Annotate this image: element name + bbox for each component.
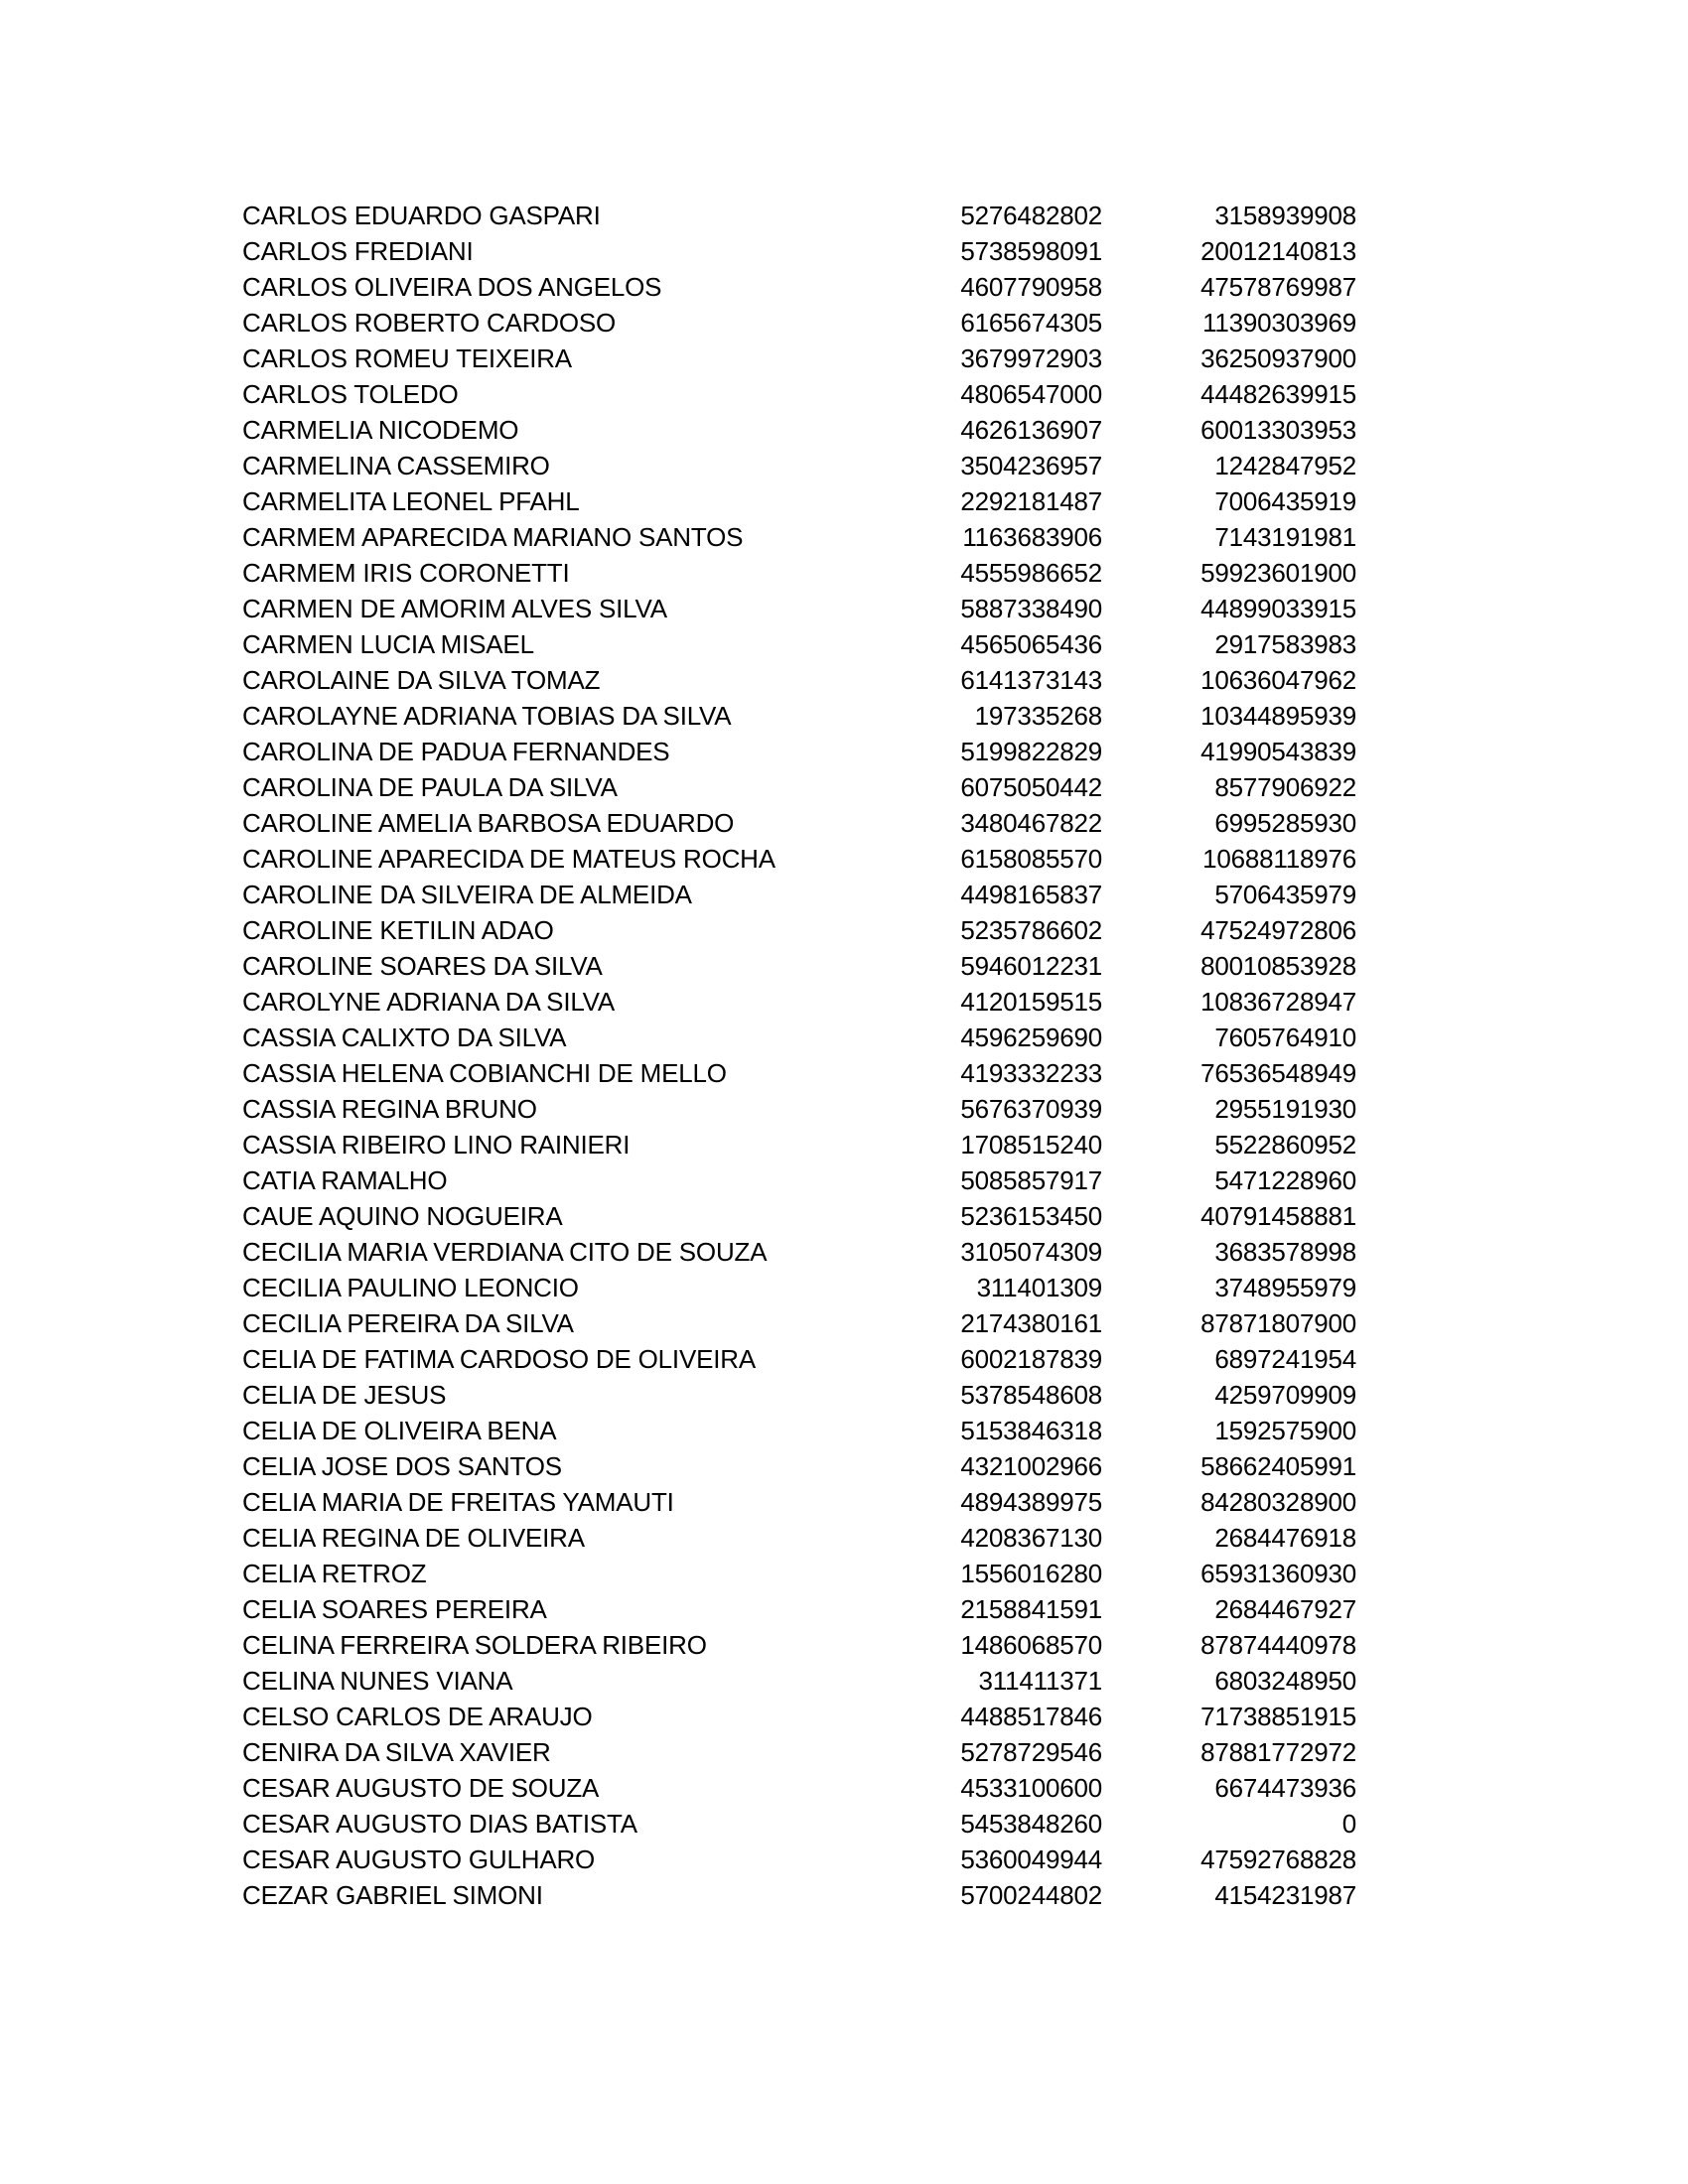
number-column-1: 6002187839 <box>960 1343 1102 1374</box>
table-row <box>242 555 1356 591</box>
table-row <box>242 805 1356 841</box>
person-name: CELINA FERREIRA SOLDERA RIBEIRO <box>242 1629 707 1660</box>
number-column-2: 5471228960 <box>1214 1164 1356 1195</box>
person-name: CESAR AUGUSTO DE SOUZA <box>242 1772 600 1803</box>
person-name: CAROLINE KETILIN ADAO <box>242 914 554 945</box>
person-name: CARLOS OLIVEIRA DOS ANGELOS <box>242 271 662 302</box>
number-column-1: 5738598091 <box>960 235 1102 266</box>
table-row <box>242 1413 1356 1448</box>
person-name: CASSIA REGINA BRUNO <box>242 1093 537 1124</box>
table-row <box>242 1877 1356 1913</box>
person-name: CARMELITA LEONEL PFAHL <box>242 485 580 516</box>
number-column-2: 3158939908 <box>1214 200 1356 230</box>
number-column-1: 5153846318 <box>960 1415 1102 1445</box>
number-column-1: 3679972903 <box>960 342 1102 373</box>
table-row <box>242 1377 1356 1413</box>
person-name: CARMELINA CASSEMIRO <box>242 450 550 480</box>
person-name: CAROLAINE DA SILVA TOMAZ <box>242 664 601 695</box>
person-name: CAROLINE APARECIDA DE MATEUS ROCHA <box>242 843 775 874</box>
number-column-1: 5887338490 <box>960 593 1102 623</box>
table-row <box>242 841 1356 877</box>
person-name: CARLOS EDUARDO GASPARI <box>242 200 601 230</box>
table-row <box>242 1627 1356 1663</box>
person-name: CELSO CARLOS DE ARAUJO <box>242 1701 593 1731</box>
table-row <box>242 1055 1356 1091</box>
table-row <box>242 1127 1356 1162</box>
table-row <box>242 269 1356 305</box>
table-row <box>242 1842 1356 1877</box>
number-column-2: 10344895939 <box>1200 700 1356 731</box>
person-name: CAUE AQUINO NOGUEIRA <box>242 1200 563 1231</box>
table-row <box>242 1699 1356 1734</box>
person-name: CELINA NUNES VIANA <box>242 1665 513 1696</box>
number-column-1: 4498165837 <box>960 879 1102 909</box>
number-column-2: 44482639915 <box>1200 378 1356 409</box>
number-column-2: 7605764910 <box>1214 1022 1356 1052</box>
number-column-1: 5235786602 <box>960 914 1102 945</box>
person-name: CELIA DE JESUS <box>242 1379 447 1410</box>
number-column-2: 4154231987 <box>1214 1879 1356 1910</box>
table-row <box>242 1234 1356 1270</box>
table-row <box>242 1448 1356 1484</box>
number-column-2: 3748955979 <box>1214 1272 1356 1302</box>
number-column-2: 40791458881 <box>1200 1200 1356 1231</box>
number-column-2: 58662405991 <box>1200 1450 1356 1481</box>
number-column-1: 1486068570 <box>960 1629 1102 1660</box>
number-column-1: 4555986652 <box>960 557 1102 588</box>
person-name: CELIA DE FATIMA CARDOSO DE OLIVEIRA <box>242 1343 756 1374</box>
person-name: CARLOS ROBERTO CARDOSO <box>242 307 617 338</box>
table-row <box>242 198 1356 233</box>
table-row <box>242 1591 1356 1627</box>
number-column-2: 6803248950 <box>1214 1665 1356 1696</box>
person-name: CELIA JOSE DOS SANTOS <box>242 1450 562 1481</box>
number-column-1: 1556016280 <box>960 1558 1102 1588</box>
name-number-table <box>242 198 1356 1913</box>
table-row <box>242 305 1356 341</box>
number-column-1: 6075050442 <box>960 771 1102 802</box>
number-column-1: 4208367130 <box>960 1522 1102 1553</box>
number-column-1: 4894389975 <box>960 1486 1102 1517</box>
number-column-2: 47524972806 <box>1200 914 1356 945</box>
number-column-2: 8577906922 <box>1214 771 1356 802</box>
person-name: CAROLINA DE PADUA FERNANDES <box>242 736 670 766</box>
number-column-2: 2955191930 <box>1214 1093 1356 1124</box>
number-column-1: 4806547000 <box>960 378 1102 409</box>
number-column-1: 311411371 <box>978 1665 1102 1696</box>
number-column-1: 4193332233 <box>960 1057 1102 1088</box>
number-column-2: 71738851915 <box>1200 1701 1356 1731</box>
person-name: CEZAR GABRIEL SIMONI <box>242 1879 543 1910</box>
number-column-2: 65931360930 <box>1200 1558 1356 1588</box>
person-name: CARLOS FREDIANI <box>242 235 474 266</box>
number-column-2: 87874440978 <box>1200 1629 1356 1660</box>
number-column-1: 5276482802 <box>960 200 1102 230</box>
table-row <box>242 1305 1356 1341</box>
number-column-1: 4607790958 <box>960 271 1102 302</box>
number-column-2: 87871807900 <box>1200 1307 1356 1338</box>
table-row <box>242 734 1356 769</box>
table-row <box>242 233 1356 269</box>
number-column-2: 20012140813 <box>1200 235 1356 266</box>
number-column-1: 4120159515 <box>960 986 1102 1017</box>
number-column-1: 4488517846 <box>960 1701 1102 1731</box>
number-column-2: 59923601900 <box>1200 557 1356 588</box>
table-row <box>242 519 1356 555</box>
number-column-2: 7006435919 <box>1214 485 1356 516</box>
person-name: CELIA RETROZ <box>242 1558 427 1588</box>
number-column-2: 10636047962 <box>1200 664 1356 695</box>
person-name: CECILIA MARIA VERDIANA CITO DE SOUZA <box>242 1236 768 1267</box>
table-row <box>242 1806 1356 1842</box>
number-column-2: 1242847952 <box>1214 450 1356 480</box>
number-column-1: 197335268 <box>974 700 1102 731</box>
table-row <box>242 769 1356 805</box>
number-column-2: 2917583983 <box>1214 628 1356 659</box>
number-column-1: 3504236957 <box>960 450 1102 480</box>
person-name: CAROLINA DE PAULA DA SILVA <box>242 771 618 802</box>
person-name: CATIA RAMALHO <box>242 1164 448 1195</box>
table-row <box>242 948 1356 984</box>
number-column-1: 6141373143 <box>960 664 1102 695</box>
person-name: CARMEM APARECIDA MARIANO SANTOS <box>242 521 744 552</box>
table-row <box>242 1520 1356 1556</box>
number-column-2: 76536548949 <box>1200 1057 1356 1088</box>
number-column-2: 6897241954 <box>1214 1343 1356 1374</box>
person-name: CENIRA DA SILVA XAVIER <box>242 1736 551 1767</box>
number-column-2: 2684476918 <box>1214 1522 1356 1553</box>
number-column-1: 5700244802 <box>960 1879 1102 1910</box>
number-column-1: 4321002966 <box>960 1450 1102 1481</box>
number-column-2: 47592768828 <box>1200 1843 1356 1874</box>
number-column-1: 1708515240 <box>960 1129 1102 1160</box>
table-row <box>242 1162 1356 1198</box>
table-row <box>242 1091 1356 1127</box>
number-column-2: 6674473936 <box>1214 1772 1356 1803</box>
table-row <box>242 1770 1356 1806</box>
number-column-1: 2174380161 <box>960 1307 1102 1338</box>
table-row <box>242 483 1356 519</box>
number-column-2: 36250937900 <box>1200 342 1356 373</box>
number-column-2: 5522860952 <box>1214 1129 1356 1160</box>
number-column-1: 3105074309 <box>960 1236 1102 1267</box>
table-row <box>242 1734 1356 1770</box>
number-column-1: 6165674305 <box>960 307 1102 338</box>
number-column-1: 5676370939 <box>960 1093 1102 1124</box>
number-column-1: 4565065436 <box>960 628 1102 659</box>
number-column-1: 4626136907 <box>960 414 1102 445</box>
number-column-2: 3683578998 <box>1214 1236 1356 1267</box>
table-row <box>242 1270 1356 1305</box>
number-column-2: 0 <box>1341 1808 1356 1839</box>
number-column-1: 5453848260 <box>960 1808 1102 1839</box>
person-name: CELIA MARIA DE FREITAS YAMAUTI <box>242 1486 674 1517</box>
number-column-2: 7143191981 <box>1214 521 1356 552</box>
number-column-2: 1592575900 <box>1214 1415 1356 1445</box>
person-name: CELIA DE OLIVEIRA BENA <box>242 1415 557 1445</box>
table-row <box>242 1198 1356 1234</box>
person-name: CARLOS ROMEU TEIXEIRA <box>242 342 572 373</box>
table-row <box>242 1020 1356 1055</box>
table-row <box>242 626 1356 662</box>
table-row <box>242 984 1356 1020</box>
person-name: CAROLINE AMELIA BARBOSA EDUARDO <box>242 807 735 838</box>
person-name: CASSIA RIBEIRO LINO RAINIERI <box>242 1129 631 1160</box>
number-column-2: 47578769987 <box>1200 271 1356 302</box>
number-column-2: 4259709909 <box>1214 1379 1356 1410</box>
table-row <box>242 591 1356 626</box>
person-name: CESAR AUGUSTO GULHARO <box>242 1843 596 1874</box>
person-name: CAROLAYNE ADRIANA TOBIAS DA SILVA <box>242 700 732 731</box>
number-column-1: 4596259690 <box>960 1022 1102 1052</box>
number-column-1: 311401309 <box>976 1272 1102 1302</box>
table-row <box>242 448 1356 483</box>
table-row <box>242 341 1356 376</box>
person-name: CARMELIA NICODEMO <box>242 414 519 445</box>
person-name: CAROLINE SOARES DA SILVA <box>242 950 603 981</box>
number-column-1: 5085857917 <box>960 1164 1102 1195</box>
number-column-2: 87881772972 <box>1200 1736 1356 1767</box>
number-column-1: 5360049944 <box>960 1843 1102 1874</box>
table-row <box>242 877 1356 912</box>
person-name: CARLOS TOLEDO <box>242 378 459 409</box>
person-name: CECILIA PEREIRA DA SILVA <box>242 1307 574 1338</box>
number-column-2: 60013303953 <box>1200 414 1356 445</box>
table-row <box>242 376 1356 412</box>
number-column-1: 2158841591 <box>960 1593 1102 1624</box>
table-row <box>242 1556 1356 1591</box>
number-column-1: 5236153450 <box>960 1200 1102 1231</box>
number-column-2: 10688118976 <box>1202 843 1356 874</box>
number-column-1: 5946012231 <box>960 950 1102 981</box>
number-column-2: 44899033915 <box>1200 593 1356 623</box>
person-name: CAROLINE DA SILVEIRA DE ALMEIDA <box>242 879 692 909</box>
number-column-2: 84280328900 <box>1200 1486 1356 1517</box>
person-name: CECILIA PAULINO LEONCIO <box>242 1272 579 1302</box>
number-column-2: 5706435979 <box>1214 879 1356 909</box>
number-column-2: 6995285930 <box>1214 807 1356 838</box>
person-name: CAROLYNE ADRIANA DA SILVA <box>242 986 616 1017</box>
person-name: CARMEN LUCIA MISAEL <box>242 628 534 659</box>
number-column-2: 80010853928 <box>1200 950 1356 981</box>
number-column-1: 5278729546 <box>960 1736 1102 1767</box>
person-name: CARMEN DE AMORIM ALVES SILVA <box>242 593 667 623</box>
table-row <box>242 1341 1356 1377</box>
number-column-2: 41990543839 <box>1200 736 1356 766</box>
table-row <box>242 1663 1356 1699</box>
person-name: CELIA SOARES PEREIRA <box>242 1593 547 1624</box>
number-column-1: 6158085570 <box>960 843 1102 874</box>
number-column-2: 11390303969 <box>1202 307 1356 338</box>
number-column-1: 3480467822 <box>960 807 1102 838</box>
table-row <box>242 912 1356 948</box>
table-row <box>242 1484 1356 1520</box>
table-row <box>242 412 1356 448</box>
person-name: CASSIA HELENA COBIANCHI DE MELLO <box>242 1057 727 1088</box>
person-name: CARMEM IRIS CORONETTI <box>242 557 570 588</box>
table-row <box>242 698 1356 734</box>
number-column-1: 4533100600 <box>960 1772 1102 1803</box>
number-column-1: 2292181487 <box>960 485 1102 516</box>
table-row <box>242 662 1356 698</box>
number-column-1: 1163683906 <box>962 521 1102 552</box>
number-column-2: 10836728947 <box>1200 986 1356 1017</box>
number-column-1: 5199822829 <box>960 736 1102 766</box>
number-column-2: 2684467927 <box>1214 1593 1356 1624</box>
person-name: CASSIA CALIXTO DA SILVA <box>242 1022 567 1052</box>
number-column-1: 5378548608 <box>960 1379 1102 1410</box>
person-name: CESAR AUGUSTO DIAS BATISTA <box>242 1808 637 1839</box>
person-name: CELIA REGINA DE OLIVEIRA <box>242 1522 585 1553</box>
